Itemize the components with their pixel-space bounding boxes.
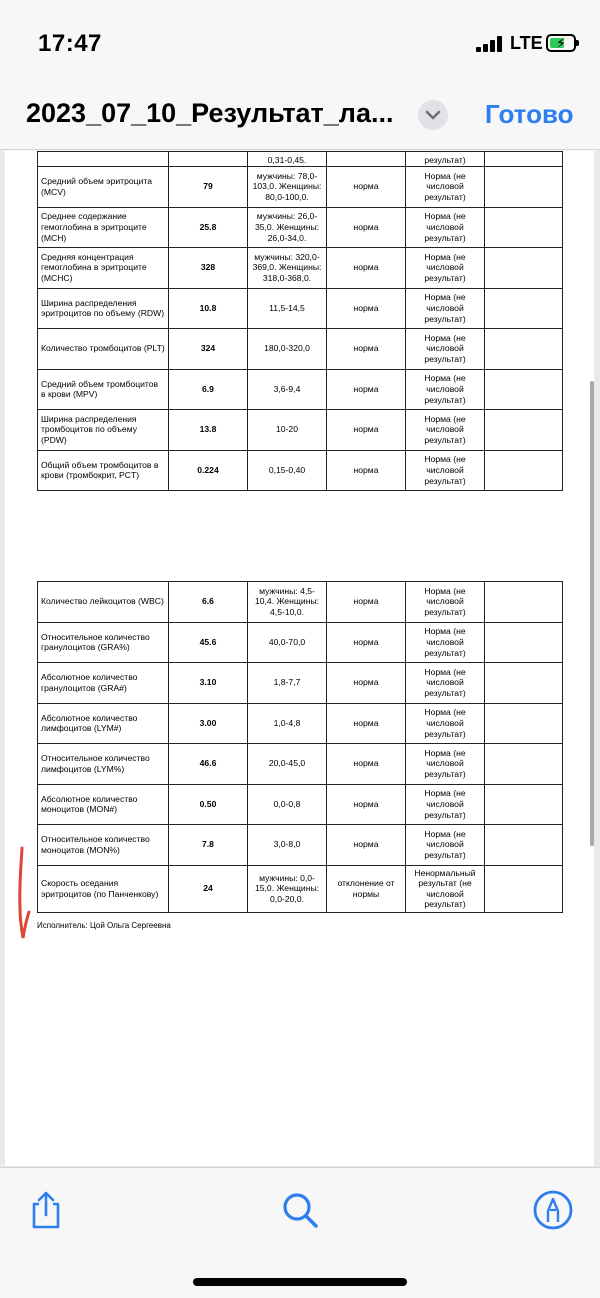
table-row xyxy=(38,152,563,167)
table-row xyxy=(38,663,563,704)
note-cell: Ненормальный результат (не числовой результат) xyxy=(406,865,485,912)
test-name-cell: Относительное количество моноцитов (MON%) xyxy=(38,825,169,866)
status-cell: норма xyxy=(327,622,406,663)
battery-charging-icon: ⚡ xyxy=(546,34,576,52)
reference-range-cell: 180,0-320,0 xyxy=(248,329,327,370)
status-cell: норма xyxy=(327,369,406,410)
empty-cell xyxy=(485,582,563,623)
navigation-bar xyxy=(0,90,600,150)
status-cell: норма xyxy=(327,410,406,451)
cellular-signal-icon xyxy=(476,36,506,52)
test-name-cell: Общий объем тромбоцитов в крови (тромбокрит, PCT) xyxy=(38,450,169,491)
results-table-page-2 xyxy=(37,581,563,913)
table-row xyxy=(38,369,563,410)
reference-range-cell: мужчины: 78,0-103,0. Женщины: 80,0-100,0. xyxy=(248,167,327,208)
result-value-cell: 45.6 xyxy=(169,622,248,663)
chevron-down-icon[interactable] xyxy=(418,100,448,130)
note-cell: Норма (не числовой результат) xyxy=(406,622,485,663)
table-row xyxy=(38,410,563,451)
reference-range-cell: 0,31-0,45. xyxy=(248,152,327,167)
test-name-cell: Средний объем эритроцита (MCV) xyxy=(38,167,169,208)
table-row xyxy=(38,167,563,208)
status-cell: норма xyxy=(327,744,406,785)
result-value-cell: 3.00 xyxy=(169,703,248,744)
reference-range-cell: мужчины: 4,5-10,4. Женщины: 4,5-10,0. xyxy=(248,582,327,623)
note-cell: Норма (не числовой результат) xyxy=(406,582,485,623)
table-row xyxy=(38,582,563,623)
status-cell: норма xyxy=(327,582,406,623)
note-cell: Норма (не числовой результат) xyxy=(406,744,485,785)
table-row xyxy=(38,248,563,289)
test-name-cell xyxy=(38,152,169,167)
test-name-cell: Ширина распределения тромбоцитов по объему (PDW) xyxy=(38,410,169,451)
empty-cell xyxy=(485,248,563,289)
note-cell: Норма (не числовой результат) xyxy=(406,167,485,208)
empty-cell xyxy=(485,288,563,329)
test-name-cell: Скорость оседания эритроцитов (по Панченкову) xyxy=(38,865,169,912)
note-cell: Норма (не числовой результат) xyxy=(406,825,485,866)
note-cell: результат) xyxy=(406,152,485,167)
reference-range-cell: 10-20 xyxy=(248,410,327,451)
empty-cell xyxy=(485,784,563,825)
results-table-page-1 xyxy=(37,151,563,491)
result-value-cell: 13.8 xyxy=(169,410,248,451)
test-name-cell: Количество лейкоцитов (WBC) xyxy=(38,582,169,623)
empty-cell xyxy=(485,152,563,167)
status-cell: норма xyxy=(327,288,406,329)
status-cell: норма xyxy=(327,703,406,744)
table-row xyxy=(38,288,563,329)
empty-cell xyxy=(485,703,563,744)
status-cell: норма xyxy=(327,450,406,491)
document-title[interactable]: 2023_07_10_Результат_ла... xyxy=(26,98,394,128)
search-icon[interactable] xyxy=(278,1188,322,1232)
note-cell: Норма (не числовой результат) xyxy=(406,703,485,744)
result-value-cell: 324 xyxy=(169,329,248,370)
document-viewer[interactable] xyxy=(0,151,600,1167)
result-value-cell: 25.8 xyxy=(169,207,248,248)
reference-range-cell: 0,0-0,8 xyxy=(248,784,327,825)
test-name-cell: Абсолютное количество лимфоцитов (LYM#) xyxy=(38,703,169,744)
status-time: 17:47 xyxy=(38,30,102,57)
test-name-cell: Относительное количество гранулоцитов (GRA%) xyxy=(38,622,169,663)
status-cell: норма xyxy=(327,784,406,825)
empty-cell xyxy=(485,622,563,663)
status-cell: норма xyxy=(327,825,406,866)
status-cell: норма xyxy=(327,207,406,248)
handwritten-annotation-mark xyxy=(12,846,32,941)
empty-cell xyxy=(485,410,563,451)
note-cell: Норма (не числовой результат) xyxy=(406,369,485,410)
note-cell: Норма (не числовой результат) xyxy=(406,784,485,825)
network-type: LTE xyxy=(510,33,543,53)
test-name-cell: Абсолютное количество гранулоцитов (GRA#) xyxy=(38,663,169,704)
table-row xyxy=(38,207,563,248)
reference-range-cell: 40,0-70,0 xyxy=(248,622,327,663)
reference-range-cell: мужчины: 320,0-369,0. Женщины: 318,0-368,0. xyxy=(248,248,327,289)
empty-cell xyxy=(485,207,563,248)
status-cell: норма xyxy=(327,248,406,289)
test-name-cell: Абсолютное количество моноцитов (MON#) xyxy=(38,784,169,825)
reference-range-cell: 0,15-0,40 xyxy=(248,450,327,491)
empty-cell xyxy=(485,329,563,370)
reference-range-cell: 1,0-4,8 xyxy=(248,703,327,744)
empty-cell xyxy=(485,865,563,912)
note-cell: Норма (не числовой результат) xyxy=(406,288,485,329)
home-indicator[interactable] xyxy=(193,1278,407,1286)
result-value-cell: 328 xyxy=(169,248,248,289)
result-value-cell: 46.6 xyxy=(169,744,248,785)
result-value-cell: 10.8 xyxy=(169,288,248,329)
status-cell: отклонение от нормы xyxy=(327,865,406,912)
reference-range-cell: 1,8-7,7 xyxy=(248,663,327,704)
status-cell: норма xyxy=(327,167,406,208)
result-value-cell: 24 xyxy=(169,865,248,912)
result-value-cell: 7.8 xyxy=(169,825,248,866)
empty-cell xyxy=(485,369,563,410)
table-row xyxy=(38,865,563,912)
note-cell: Норма (не числовой результат) xyxy=(406,248,485,289)
empty-cell xyxy=(485,450,563,491)
result-value-cell: 6.9 xyxy=(169,369,248,410)
table-row xyxy=(38,744,563,785)
result-value-cell xyxy=(169,152,248,167)
empty-cell xyxy=(485,167,563,208)
result-value-cell: 3.10 xyxy=(169,663,248,704)
markup-icon[interactable] xyxy=(531,1188,575,1232)
note-cell: Норма (не числовой результат) xyxy=(406,329,485,370)
status-cell xyxy=(327,152,406,167)
reference-range-cell: мужчины: 26,0-35,0. Женщины: 26,0-34,0. xyxy=(248,207,327,248)
table-row xyxy=(38,329,563,370)
test-name-cell: Средний объем тромбоцитов в крови (MPV) xyxy=(38,369,169,410)
scrollbar[interactable] xyxy=(590,381,594,846)
status-cell: норма xyxy=(327,329,406,370)
reference-range-cell: 3,0-8,0 xyxy=(248,825,327,866)
table-row xyxy=(38,450,563,491)
reference-range-cell: 20,0-45,0 xyxy=(248,744,327,785)
note-cell: Норма (не числовой результат) xyxy=(406,663,485,704)
test-name-cell: Ширина распределения эритроцитов по объему (RDW) xyxy=(38,288,169,329)
done-button[interactable]: Готово xyxy=(485,99,574,129)
status-bar xyxy=(0,0,600,90)
reference-range-cell: 11,5-14,5 xyxy=(248,288,327,329)
table-row xyxy=(38,784,563,825)
result-value-cell: 6.6 xyxy=(169,582,248,623)
test-name-cell: Среднее содержание гемоглобина в эритроците (MCH) xyxy=(38,207,169,248)
test-name-cell: Средняя концентрация гемоглобина в эритроците (MCHC) xyxy=(38,248,169,289)
result-value-cell: 0.224 xyxy=(169,450,248,491)
table-row xyxy=(38,825,563,866)
table-row xyxy=(38,703,563,744)
reference-range-cell: 3,6-9,4 xyxy=(248,369,327,410)
test-name-cell: Относительное количество лимфоцитов (LYM%) xyxy=(38,744,169,785)
bottom-toolbar xyxy=(0,1167,600,1298)
empty-cell xyxy=(485,744,563,785)
executor-line: Исполнитель: Цой Ольга Сергеевна xyxy=(37,921,171,930)
empty-cell xyxy=(485,663,563,704)
test-name-cell: Количество тромбоцитов (PLT) xyxy=(38,329,169,370)
share-icon[interactable] xyxy=(24,1188,68,1232)
table-row xyxy=(38,622,563,663)
status-cell: норма xyxy=(327,663,406,704)
reference-range-cell: мужчины: 0,0-15,0. Женщины: 0,0-20,0. xyxy=(248,865,327,912)
document-page-2 xyxy=(5,551,594,1166)
note-cell: Норма (не числовой результат) xyxy=(406,410,485,451)
result-value-cell: 79 xyxy=(169,167,248,208)
note-cell: Норма (не числовой результат) xyxy=(406,207,485,248)
result-value-cell: 0.50 xyxy=(169,784,248,825)
note-cell: Норма (не числовой результат) xyxy=(406,450,485,491)
empty-cell xyxy=(485,825,563,866)
